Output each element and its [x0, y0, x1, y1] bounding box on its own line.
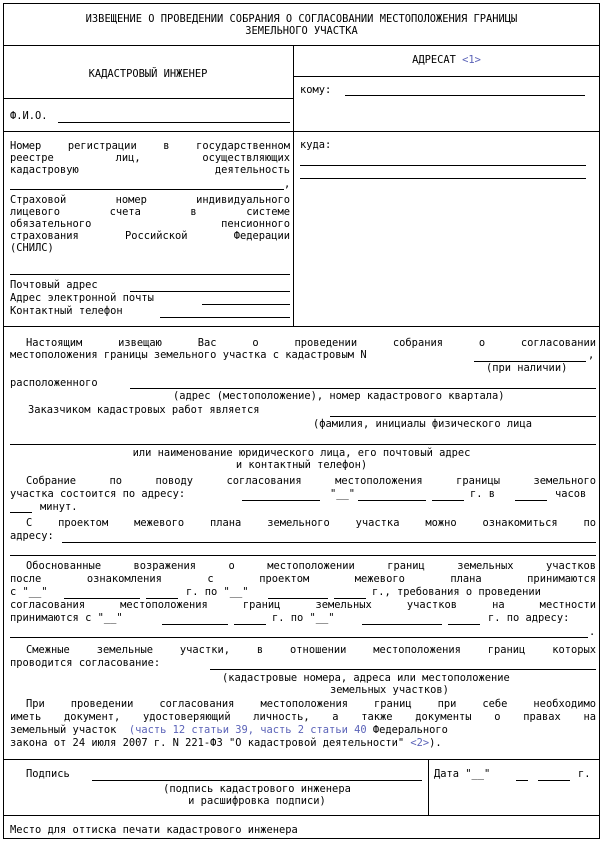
comma: , — [284, 178, 291, 190]
divider — [3, 98, 293, 99]
documents-text-part: земельный участок — [10, 724, 117, 736]
hint: и расшифровка подписи) — [188, 795, 326, 807]
objections-text: принимаются с "__" — [10, 612, 123, 624]
column-divider — [293, 45, 294, 326]
quote: "__" — [330, 488, 356, 500]
divider — [3, 759, 600, 760]
customer-label: Заказчиком кадастровых работ является — [28, 404, 260, 416]
hint: или наименование юридического лица, его почтовый адрес — [132, 447, 471, 459]
intro-text: местоположения границы земельного участка с кадастровым N — [10, 349, 367, 361]
engineer-header: КАДАСТРОВЫЙ ИНЖЕНЕР — [88, 68, 208, 80]
snils-text: (СНИЛС) — [10, 242, 54, 254]
footnote-2-link[interactable]: <2> — [410, 737, 430, 749]
documents-text: иметь документ, удостоверяющий личность, а также документы о правах на — [10, 711, 596, 723]
project-text: адресу: — [10, 530, 54, 542]
project-text: С проектом межевого плана земельного участка можно ознакомиться по — [26, 517, 596, 529]
snils-field[interactable] — [10, 274, 290, 275]
period: . — [589, 626, 596, 638]
meeting-month-field[interactable] — [358, 500, 426, 501]
documents-text — [10, 737, 442, 749]
snils-text: страхования Российской Федерации — [10, 230, 290, 242]
snils-text: обязательного пенсионного — [10, 218, 290, 230]
addressee-header — [293, 54, 600, 66]
divider — [3, 45, 600, 46]
where-field[interactable] — [300, 165, 586, 166]
column-divider — [428, 759, 429, 815]
divider — [293, 131, 600, 132]
meeting-minutes-field[interactable] — [10, 512, 32, 513]
reg-number-text: реестре лиц, осуществляющих — [10, 152, 290, 164]
to-label: кому: — [300, 84, 332, 96]
where-field[interactable] — [300, 178, 586, 179]
divider — [3, 815, 600, 816]
req-to-month-field[interactable] — [362, 624, 442, 625]
customer-field[interactable] — [330, 416, 596, 417]
customer-field-cont[interactable] — [10, 444, 596, 445]
footnote-1-link[interactable]: <1> — [462, 54, 481, 66]
date-label: Дата "__" — [434, 768, 491, 780]
adjacent-text: проводится согласование: — [10, 657, 161, 669]
divider — [293, 76, 600, 77]
documents-text-part: ). — [429, 737, 442, 749]
reg-number-text: Номер регистрации в государственном — [10, 140, 290, 152]
signature-label: Подпись — [26, 768, 70, 780]
phone-label: Контактный телефон — [10, 305, 123, 317]
objections-text: после ознакомления с проектом межевого плана принимаются — [10, 573, 596, 585]
to-field[interactable] — [345, 95, 585, 96]
meeting-text: г. в — [470, 488, 496, 500]
reg-number-text: кадастровую деятельность — [10, 164, 290, 176]
form-title-line1: ИЗВЕЩЕНИЕ О ПРОВЕДЕНИИ СОБРАНИЯ О СОГЛАСОВАНИИ МЕСТОПОЛОЖЕНИЯ ГРАНИЦЫ — [85, 13, 518, 25]
hint: земельных участков) — [330, 684, 449, 696]
location-field[interactable] — [130, 388, 596, 389]
meeting-text: минут. — [40, 501, 78, 513]
objections-text: г. по адресу: — [488, 612, 570, 624]
documents-text: При проведении согласования местоположения границ при себе необходимо — [26, 698, 596, 710]
reg-number-field[interactable] — [10, 189, 284, 190]
meeting-text: Собрание по поводу согласования местоположения границы земельного — [26, 475, 596, 487]
hint: (кадастровые номера, адреса или местоположение — [222, 672, 510, 684]
hint: (адрес (местоположение), номер кадастрового квартала) — [173, 390, 505, 402]
objections-text: г., требования о проведении — [372, 586, 541, 598]
req-address-field[interactable] — [10, 637, 588, 638]
objections-text: Обоснованные возражения о местоположении границ земельных участков — [26, 560, 596, 572]
email-label: Адрес электронной почты — [10, 292, 154, 304]
meeting-hours-field[interactable] — [515, 500, 547, 501]
hint: (подпись кадастрового инженера — [163, 783, 351, 795]
documents-text — [10, 724, 448, 736]
req-to-year-field[interactable] — [448, 624, 480, 625]
email-field[interactable] — [202, 304, 290, 305]
divider — [3, 326, 600, 327]
snils-text: Страховой номер индивидуального — [10, 194, 290, 206]
located-label: расположенного — [10, 377, 98, 389]
adjacent-field[interactable] — [210, 669, 596, 670]
signature-field[interactable] — [92, 780, 422, 781]
fio-label: Ф.И.О. — [10, 110, 48, 122]
divider — [3, 131, 293, 132]
where-label: куда: — [300, 139, 332, 151]
snils-text: лицевого счета в системе — [10, 206, 290, 218]
meeting-text: часов — [555, 488, 587, 500]
documents-text-part: закона от 24 июля 2007 г. N 221-ФЗ "О кадастровой деятельности" — [10, 737, 405, 749]
documents-text-part: Федерального — [372, 724, 448, 736]
objections-text: г. по "__" — [186, 586, 249, 598]
fio-field[interactable] — [58, 122, 290, 123]
req-from-month-field[interactable] — [162, 624, 228, 625]
phone-field[interactable] — [160, 317, 290, 318]
objections-text: г. по "__" — [272, 612, 335, 624]
postal-label: Почтовый адрес — [10, 279, 98, 291]
hint: и контактный телефон) — [235, 459, 368, 471]
meeting-year-field[interactable] — [432, 500, 464, 501]
project-address-field-cont[interactable] — [10, 555, 596, 556]
law-articles-link[interactable]: (часть 12 статьи 39, часть 2 статьи 40 — [128, 724, 367, 736]
postal-field[interactable] — [130, 291, 290, 292]
meeting-text: участка состоится по адресу: — [10, 488, 186, 500]
comma: , — [588, 349, 595, 361]
objections-text: согласования местоположения границ земельных участков на местности — [10, 599, 596, 611]
form-title-line2: ЗЕМЕЛЬНОГО УЧАСТКА — [245, 25, 358, 37]
meeting-address-field[interactable] — [242, 500, 320, 501]
adjacent-text: Смежные земельные участки, в отношении местоположения границ которых — [26, 644, 596, 656]
hint: (фамилия, инициалы физического лица — [313, 418, 532, 430]
req-from-year-field[interactable] — [234, 624, 266, 625]
date-month-field[interactable] — [516, 780, 528, 781]
hint: (при наличии) — [486, 362, 568, 374]
stamp-label: Место для оттиска печати кадастрового инженера — [10, 824, 298, 836]
intro-text: Настоящим извещаю Вас о проведении собрания о согласовании — [26, 337, 596, 349]
addressee-header-label: АДРЕСАТ — [412, 54, 456, 66]
date-year-field[interactable] — [538, 780, 570, 781]
date-year-label: г. — [578, 768, 591, 780]
project-address-field[interactable] — [62, 542, 596, 543]
objections-text: с "__" — [10, 586, 48, 598]
